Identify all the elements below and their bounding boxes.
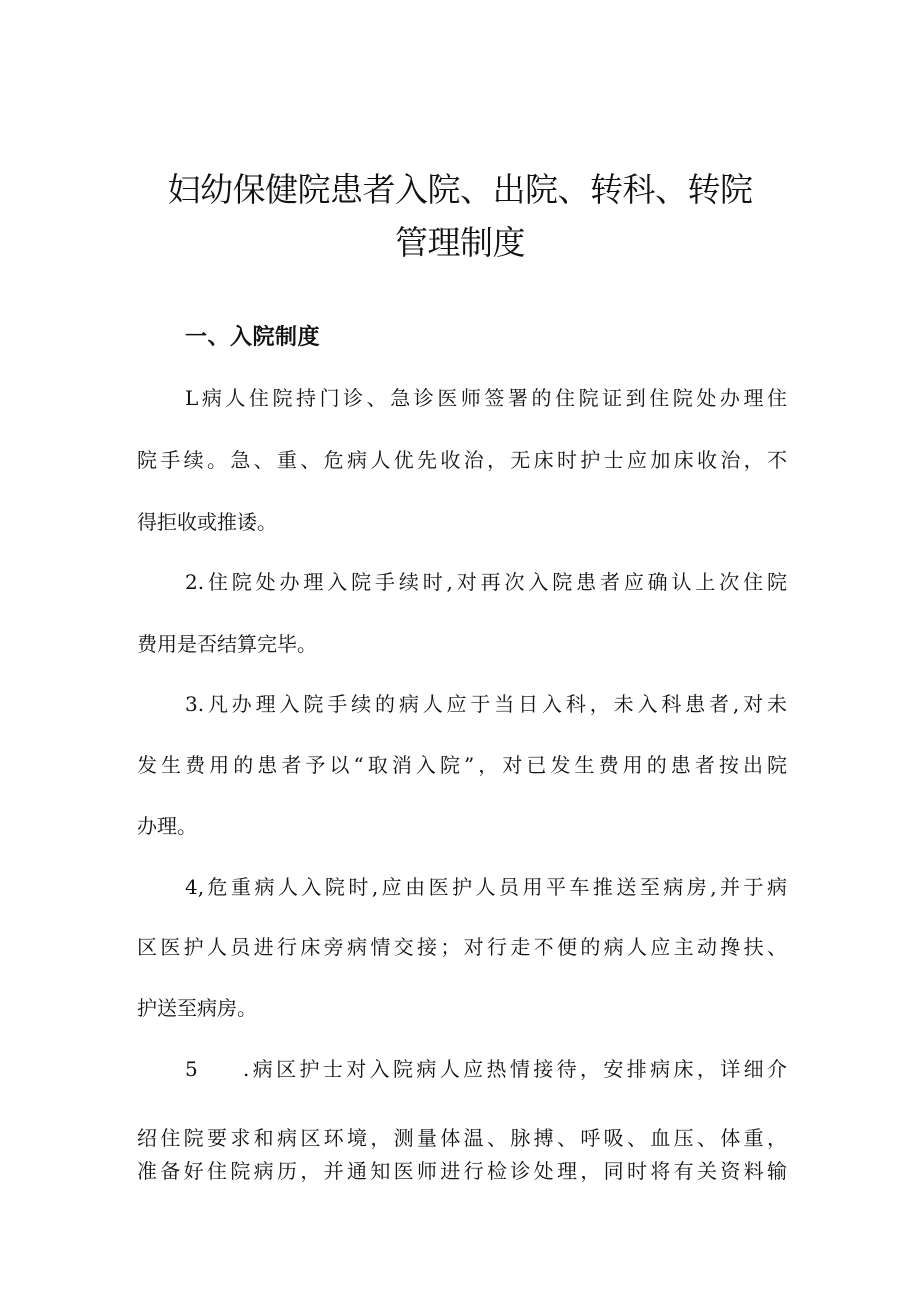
paragraph-5-number: 5 (185, 1057, 198, 1081)
paragraph-3-line-2: 发生费用的患者予以“取消入院”，对已发生费用的患者按出院 (137, 753, 787, 777)
paragraph-5-line-3: 准备好住院病历，并通知医师进行检诊处理，同时将有关资料输 (137, 1159, 787, 1183)
document-title-line-1: 妇幼保健院患者入院、出院、转科、转院 (167, 170, 753, 209)
paragraph-2-line-2: 费用是否结算完毕。 (137, 632, 317, 656)
paragraph-4-line-2: 区医护人员进行床旁病情交接；对行走不便的病人应主动搀扶、 (137, 935, 787, 959)
paragraph-4-line-3: 护送至病房。 (137, 996, 257, 1020)
paragraph-1-line-3: 得拒收或推诿。 (137, 510, 277, 534)
paragraph-1-line-2: 院手续。急、重、危病人优先收治，无床时护士应加床收治，不 (137, 448, 787, 472)
paragraph-2-line-1: 2.住院处办理入院手续时,对再次入院患者应确认上次住院 (185, 570, 787, 594)
paragraph-5-line-2: 绍住院要求和病区环境，测量体温、脉搏、呼吸、血压、体重， (137, 1126, 787, 1150)
paragraph-1-line-1: L病人住院持门诊、急诊医师签署的住院证到住院处办理住 (185, 386, 787, 410)
paragraph-3-line-1: 3.凡办理入院手续的病人应于当日入科，未入科患者,对未 (185, 692, 787, 716)
paragraph-3-line-3: 办理。 (137, 814, 197, 838)
paragraph-5-line-1: .病区护士对入院病人应热情接待，安排病床，详细介 (243, 1057, 787, 1081)
document-title-line-2: 管理制度 (395, 223, 525, 262)
paragraph-4-line-1: 4,危重病人入院时,应由医护人员用平车推送至病房,并于病 (185, 875, 787, 899)
section-heading-admission: 一、入院制度 (185, 325, 321, 350)
